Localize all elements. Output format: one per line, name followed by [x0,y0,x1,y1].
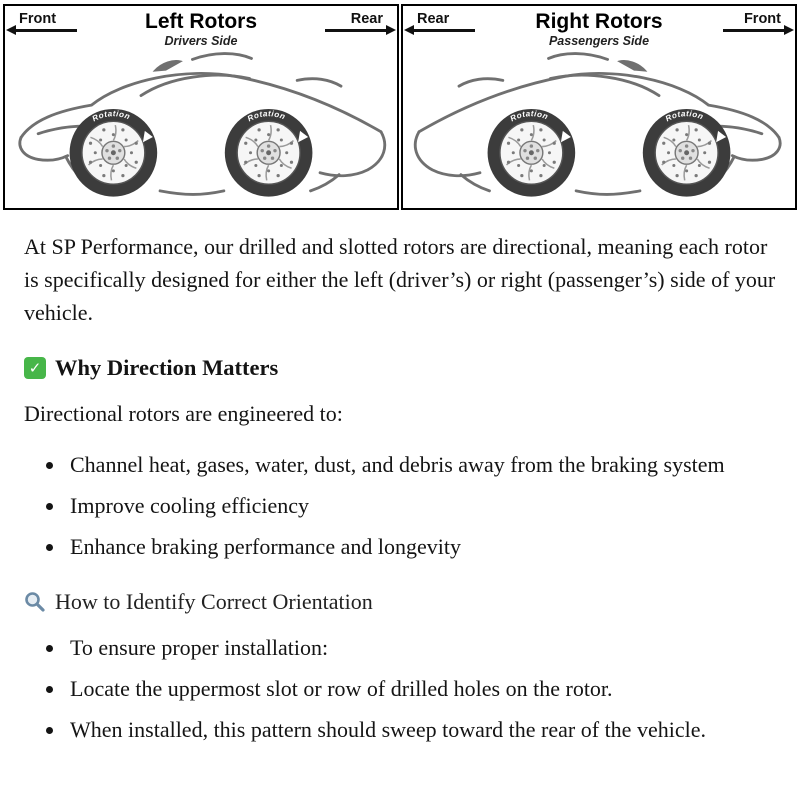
right-arrow-icon [723,29,785,32]
page [0,4,800,788]
rear-wheel-rotor [488,109,576,197]
why-direction-matters-heading [24,355,778,381]
left-arrow-icon [413,29,475,32]
left-car-illustration [5,48,397,208]
panel-title: Left Rotors [145,10,257,33]
why-lead-text: Directional rotors are engineered to: [24,401,343,427]
list-item: • When installed, this pattern should sweep toward the rear of the vehicle. [66,713,778,746]
list-item: • Enhance braking performance and longevity [66,530,778,563]
section-title: How to Identify Correct Orientation [55,589,373,615]
front-wheel-rotor [70,109,158,197]
right-rotors-panel [401,4,797,210]
check-icon: ✓ [24,357,46,379]
list-item: • To ensure proper installation: [66,631,778,664]
panel-subtitle: Passengers Side [548,34,650,49]
why-bullet-list [24,448,778,563]
left-arrow-icon [15,29,77,32]
intro-paragraph: At SP Performance, our drilled and slotted rotors are directional, meaning each rotor is specifically designed for either the left (driver’s) or right (passenger’s) side of your vehicle. [24,234,776,326]
right-panel-title-wrap [535,11,662,48]
list-item: • Channel heat, gases, water, dust, and debris away from the braking system [66,448,778,481]
rear-direction-label: Rear [257,11,387,32]
identify-orientation-heading [24,589,778,615]
left-panel-header [5,6,397,48]
rear-direction-label: Rear [413,11,535,32]
left-panel-title-wrap [145,11,257,48]
right-panel-header [403,6,795,48]
left-rotors-panel [3,4,399,210]
list-item: • Improve cooling efficiency [66,489,778,522]
rotor-diagram [3,4,797,210]
car-body-lineart [20,54,385,195]
front-wheel-rotor [643,109,731,197]
list-item: • Locate the uppermost slot or row of drilled holes on the rotor. [66,672,778,705]
section-title: Why Direction Matters [55,355,279,381]
right-arrow-icon [325,29,387,32]
identify-bullet-list [24,631,778,746]
panel-title: Right Rotors [535,10,663,33]
right-car-illustration [403,48,795,208]
car-body-lineart-mirrored [415,54,780,195]
front-direction-label: Front [15,11,145,32]
panel-subtitle: Drivers Side [164,34,238,49]
magnifier-icon [24,591,46,613]
front-direction-label: Front [663,11,785,32]
rear-wheel-rotor [225,109,313,197]
article-content [0,210,800,788]
